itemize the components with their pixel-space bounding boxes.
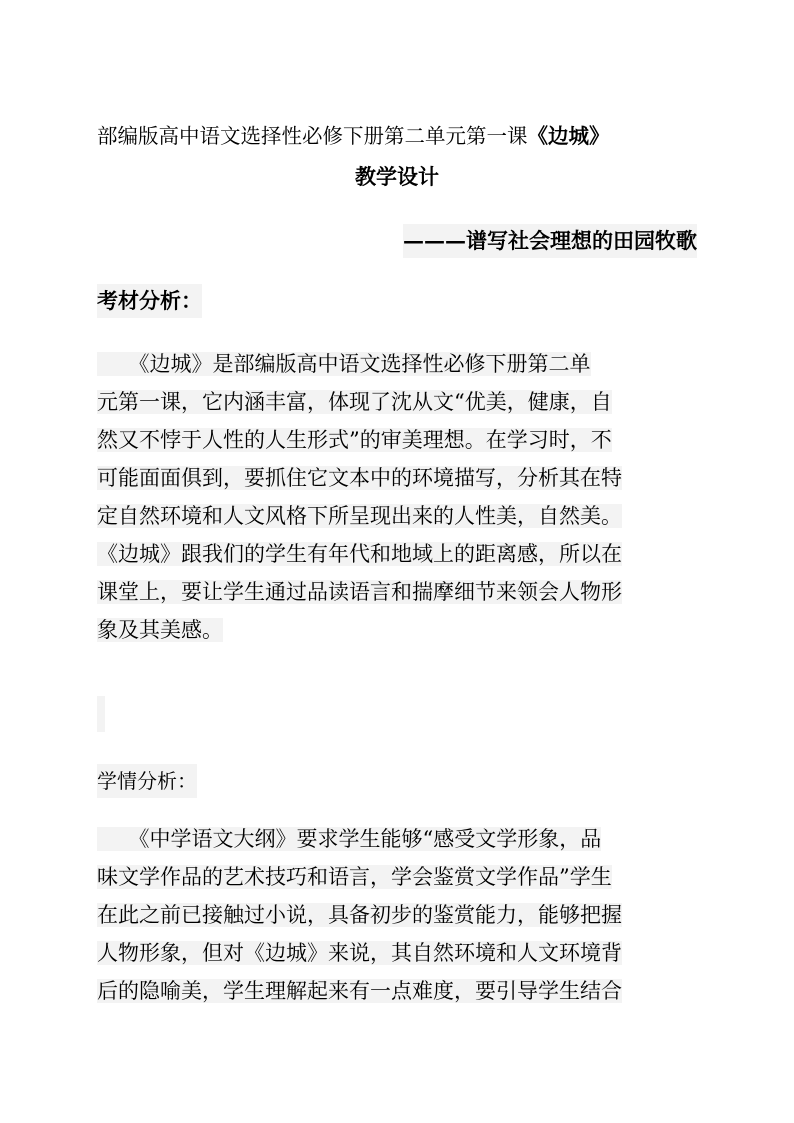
paragraph-line: 味文学作品的艺术技巧和语言，学会鉴赏文学作品”学生 (97, 865, 612, 889)
paragraph-line: 在此之前已接触过小说，具备初步的鉴赏能力，能够把握 (97, 903, 622, 927)
paragraph-line: 《边城》是部编版高中语文选择性必修下册第二单 (97, 352, 591, 376)
document-subtitle: ———谱写社会理想的田园牧歌 (403, 224, 697, 258)
section-heading-textbook-analysis: 考材分析： (97, 284, 202, 318)
paragraph-line: 课堂上，要让学生通过品读语言和揣摩细节来领会人物形 (97, 580, 622, 604)
paragraph-line: 可能面面俱到，要抓住它文本中的环境描写，分析其在特 (97, 466, 622, 490)
paragraph-line: 象及其美感。 (97, 618, 223, 642)
paragraph-line: 然又不悖于人性的人生形式”的审美理想。在学习时，不 (97, 428, 612, 452)
paragraph-student-analysis (97, 820, 700, 1010)
paragraph-textbook-analysis (97, 345, 700, 649)
title-prefix: 部编版高中语文选择性必修下册第二单元第一课 (97, 124, 528, 148)
shaded-empty-line (97, 696, 105, 732)
paragraph-line: 《边城》跟我们的学生有年代和地域上的距离感，所以在 (97, 542, 622, 566)
paragraph-line: 后的隐喻美，学生理解起来有一点难度，要引导学生结合 (97, 979, 622, 1003)
paragraph-line: 人物形象，但对《边城》来说，其自然环境和人文环境背 (97, 941, 622, 965)
paragraph-line: 定自然环境和人文风格下所呈现出来的人性美，自然美。 (97, 504, 622, 528)
section-heading-student-analysis: 学情分析： (97, 764, 197, 798)
paragraph-line: 元第一课，它内涵丰富，体现了沈从文“优美，健康，自 (97, 390, 612, 414)
document-title-line-1 (97, 119, 697, 153)
document-title-line-2: 教学设计 (355, 164, 439, 189)
title-book-name: 《边城》 (527, 124, 610, 148)
paragraph-line: 《中学语文大纲》要求学生能够“感受文学形象，品 (97, 827, 602, 851)
